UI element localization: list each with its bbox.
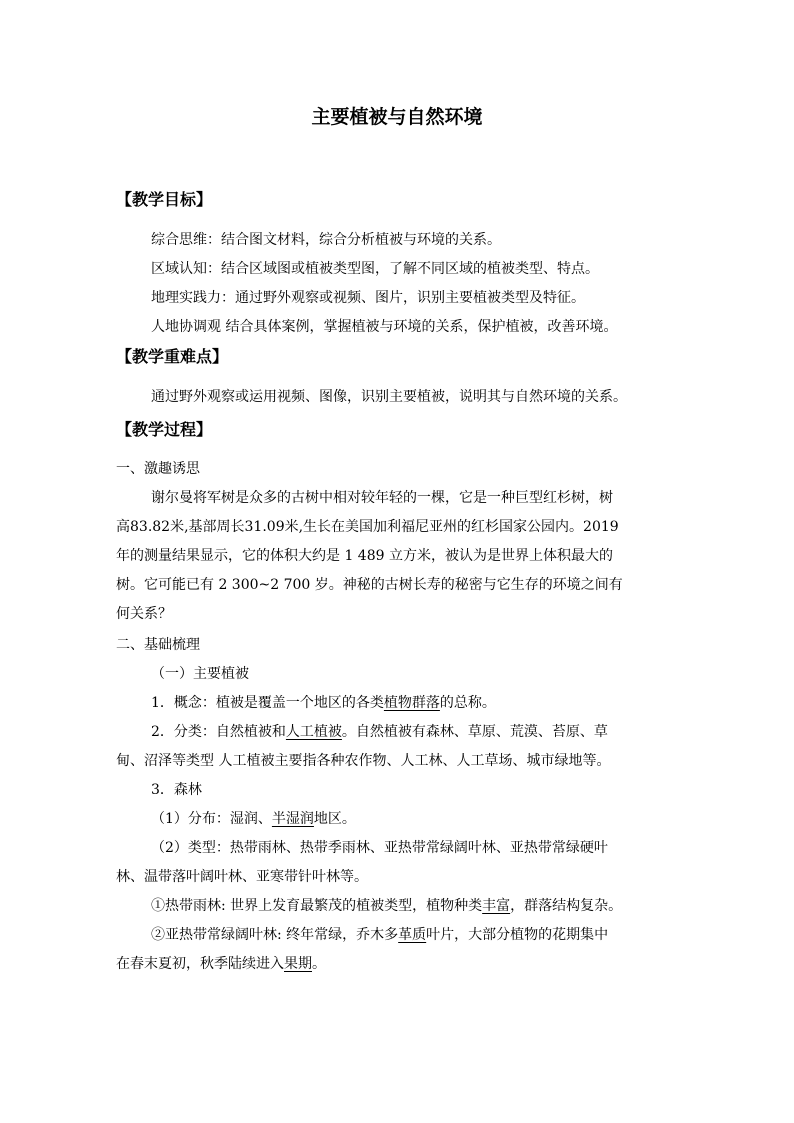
page-title: 主要植被与自然环境 [311, 106, 483, 128]
evergreen-text: 叶片，大部分植物的花期集中 [426, 927, 609, 943]
concept-text: 1．概念：植被是覆盖一个地区的各类 [151, 695, 384, 711]
distribution-text: （1）分布：湿润、 [151, 811, 272, 827]
evergreen-text: ②亚热带常绿阔叶林: 终年常绿，乔木多 [151, 927, 399, 943]
goal-line: 人地协调观 结合具体案例，掌握植被与环境的关系，保护植被，改善环境。 [151, 319, 618, 335]
classification-text: 2．分类：自然植被和 [151, 724, 286, 740]
part-title: 一、激趣诱思 [116, 461, 200, 477]
subsection-title: （一）主要植被 [151, 666, 249, 682]
heading-key-difficulties: 【教学重难点】 [116, 347, 229, 366]
concept-text: 的总称。 [439, 695, 496, 711]
classification-line: 甸、沼泽等类型 人工植被主要指各种农作物、人工林、人工草场、城市绿地等。 [116, 753, 611, 769]
underlined-term: 植物群落 [383, 695, 440, 711]
underlined-term: 果期 [284, 956, 312, 972]
heading-teaching-process: 【教学过程】 [116, 420, 213, 439]
goal-line: 综合思维：结合图文材料，综合分析植被与环境的关系。 [151, 232, 501, 248]
intro-line: 何关系？ [116, 606, 172, 622]
part-title: 二、基础梳理 [116, 637, 200, 653]
forest-title: 3．森林 [151, 782, 202, 798]
distribution-line [151, 808, 356, 830]
classification-text: 。自然植被有森林、草原、荒漠、苔原、草 [341, 724, 608, 740]
intro-line: 谢尔曼将军树是众多的古树中相对较年轻的一棵，它是一种巨型红杉树，树 [151, 490, 613, 506]
intro-line: 年的测量结果显示，它的体积大约是 1 489 立方米，被认为是世界上体积最大的 [116, 548, 613, 564]
concept-line [151, 692, 496, 714]
rainforest-line [151, 895, 622, 917]
goal-line: 区域认知：结合区域图或植被类型图，了解不同区域的植被类型、特点。 [151, 261, 599, 277]
rainforest-text: ，群落结构复杂。 [510, 898, 623, 914]
intro-line: 高83.82米,基部周长31.09米,生长在美国加利福尼亚州的红杉国家公园内。2019 [116, 519, 619, 535]
goal-line: 地理实践力：通过野外观察或视频、图片，识别主要植被类型及特征。 [151, 290, 585, 306]
underlined-term: 丰富 [482, 898, 511, 914]
rainforest-text: ①热带雨林: 世界上发育最繁茂的植被类型，植物种类 [151, 898, 483, 914]
underlined-term: 革质 [398, 927, 427, 943]
underlined-term: 人工植被 [285, 724, 342, 740]
type-line: 林、温带落叶阔叶林、亚寒带针叶林等。 [116, 869, 368, 885]
evergreen-line [151, 924, 608, 946]
evergreen-text: 。 [312, 956, 326, 972]
evergreen-line [116, 953, 326, 975]
underlined-term: 半湿润 [271, 811, 314, 827]
intro-line: 树。它可能已有 2 300~2 700 岁。神秘的古树长寿的秘密与它生存的环境之间有 [116, 577, 623, 593]
heading-teaching-goals: 【教学目标】 [116, 190, 213, 209]
evergreen-text: 在春末夏初，秋季陆续进入 [116, 956, 284, 972]
distribution-text: 地区。 [313, 811, 356, 827]
difficulty-line: 通过野外观察或运用视频、图像，识别主要植被，说明其与自然环境的关系。 [151, 389, 627, 405]
type-line: （2）类型：热带雨林、热带季雨林、亚热带常绿阔叶林、亚热带常绿硬叶 [151, 840, 608, 856]
classification-line [151, 721, 608, 743]
